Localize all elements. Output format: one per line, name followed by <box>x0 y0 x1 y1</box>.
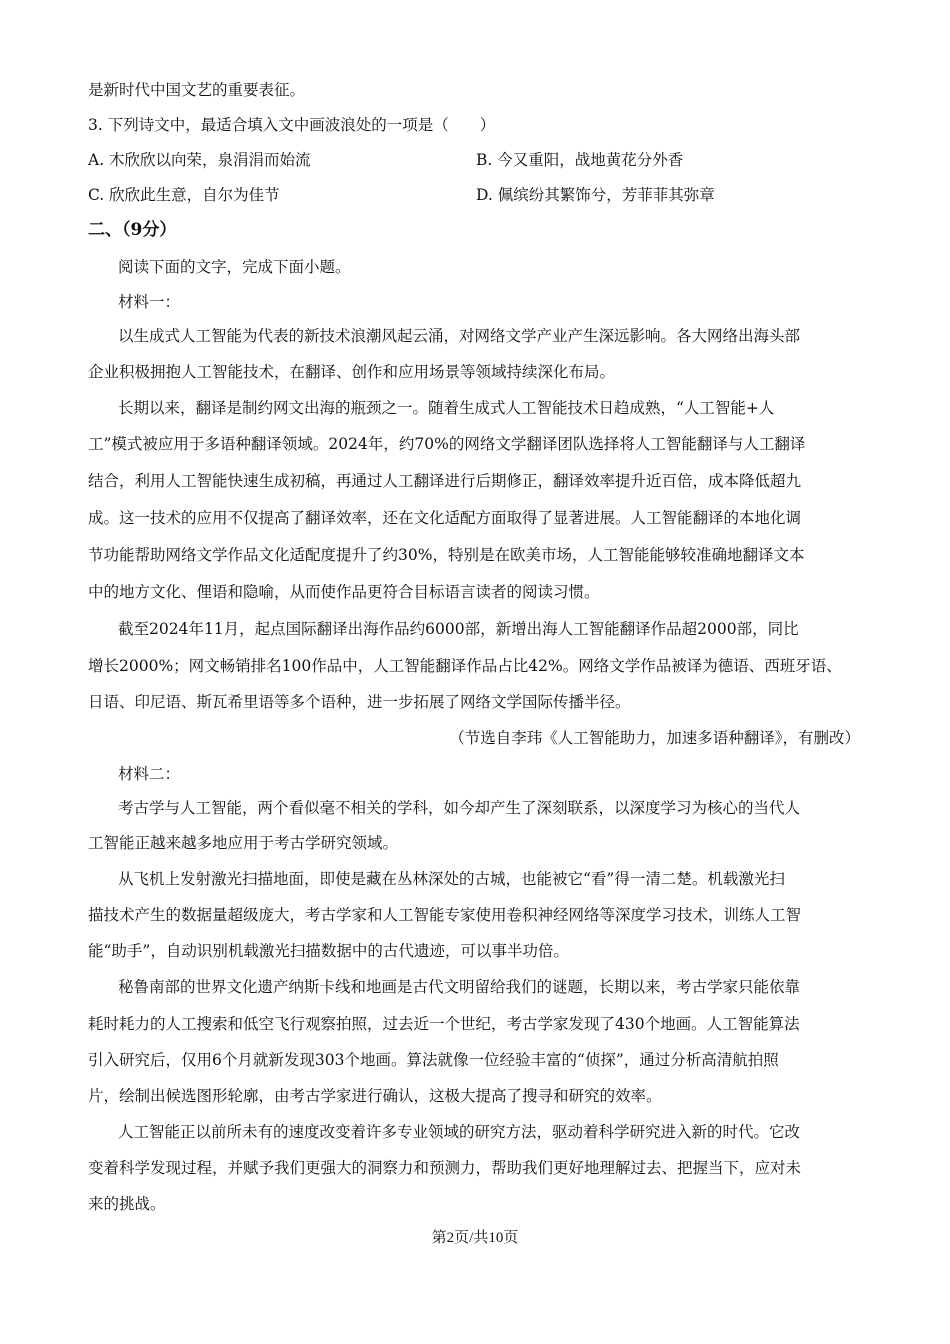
top-line: 是新时代中国文艺的重要表征。 <box>88 81 306 99</box>
paragraph-line: 片，绘制出候选图形轮廓，由考古学家进行确认，这极大提高了搜寻和研究的效率。 <box>88 1087 662 1105</box>
paragraph-line: 长期以来，翻译是制约网文出海的瓶颈之一。随着生成式人工智能技术日趋成熟，“人工智能+人 <box>118 399 775 417</box>
option-a: A. 木欣欣以向荣，泉涓涓而始流 <box>88 151 311 169</box>
material-2-label: 材料二： <box>118 765 181 783</box>
paragraph-line: 截至2024年11月，起点国际翻译出海作品约6000部，新增出海人工智能翻译作品超2000部，同比 <box>118 620 799 638</box>
material-1-source: （节选自李玮《人工智能助力，加速多语种翻译》，有删改） <box>449 729 860 747</box>
paragraph-line: 企业积极拥抱人工智能技术，在翻译、创作和应用场景等领域持续深化布局。 <box>88 363 616 381</box>
paragraph-line: 结合，利用人工智能快速生成初稿，再通过人工翻译进行后期修正，翻译效率提升近百倍，成本降低超九 <box>88 472 802 490</box>
paragraph-line: 以生成式人工智能为代表的新技术浪潮风起云涌，对网络文学产业产生深远影响。各大网络出海头部 <box>118 327 801 345</box>
option-d: D. 佩缤纷其繁饰兮，芳菲菲其弥章 <box>476 186 715 204</box>
paragraph-line: 耗时耗力的人工搜索和低空飞行观察拍照，过去近一个世纪，考古学家发现了430个地画。人工智能算法 <box>88 1015 800 1033</box>
paragraph-line: 增长2000%；网文畅销排名100作品中，人工智能翻译作品占比42%。网络文学作品被译为德语、西班牙语、 <box>88 657 842 675</box>
paragraph-line: 人工智能正以前所未有的速度改变着许多专业领域的研究方法，驱动着科学研究进入新的时代。它改 <box>118 1123 801 1141</box>
paragraph-line: 秘鲁南部的世界文化遗产纳斯卡线和地画是古代文明留给我们的谜题，长期以来，考古学家只能依靠 <box>118 978 801 996</box>
paragraph-line: 引入研究后，仅用6个月就新发现303个地画。算法就像一位经验丰富的“侦探”，通过分析高清航拍照 <box>88 1051 779 1069</box>
paragraph-line: 从飞机上发射激光扫描地面，即使是藏在丛林深处的古城，也能被它“看”得一清二楚。机载激光扫 <box>118 870 785 888</box>
page-footer: 第2页/共10页 <box>431 1230 519 1246</box>
paragraph-line: 成。这一技术的应用不仅提高了翻译效率，还在文化适配方面取得了显著进展。人工智能翻译的本地化调 <box>88 509 802 527</box>
paragraph-line: 来的挑战。 <box>88 1195 166 1213</box>
paragraph-line: 节功能帮助网络文学作品文化适配度提升了约30%，特别是在欧美市场，人工智能能够较准确地翻译文本 <box>88 546 805 564</box>
paragraph-line: 考古学与人工智能，两个看似毫不相关的学科，如今却产生了深刻联系，以深度学习为核心的当代人 <box>118 799 801 817</box>
paragraph-line: 变着科学发现过程，并赋予我们更强大的洞察力和预测力，帮助我们更好地理解过去、把握当下，应对未 <box>88 1159 802 1177</box>
paragraph-line: 描技术产生的数据量超级庞大，考古学家和人工智能专家使用卷积神经网络等深度学习技术，训练人工智 <box>88 906 802 924</box>
material-1-label: 材料一： <box>118 293 181 311</box>
paragraph-line: 工智能正越来越多地应用于考古学研究领域。 <box>88 834 399 852</box>
paragraph-line: 中的地方文化、俚语和隐喻，从而使作品更符合目标语言读者的阅读习惯。 <box>88 583 600 601</box>
option-c: C. 欣欣此生意，自尔为佳节 <box>88 186 280 204</box>
section-2-instruction: 阅读下面的文字，完成下面小题。 <box>118 258 351 276</box>
question-3-stem: 3. 下列诗文中，最适合填入文中画波浪处的一项是（ ） <box>88 116 496 134</box>
option-b: B. 今又重阳，战地黄花分外香 <box>476 151 684 169</box>
paragraph-line: 日语、印尼语、斯瓦希里语等多个语种，进一步拓展了网络文学国际传播半径。 <box>88 693 631 711</box>
paragraph-line: 能“助手”，自动识别机载激光扫描数据中的古代遗迹，可以事半功倍。 <box>88 942 569 960</box>
section-2-heading: 二、（9分） <box>88 220 177 240</box>
paragraph-line: 工”模式被应用于多语种翻译领域。2024年，约70%的网络文学翻译团队选择将人工智能翻译与人工翻译 <box>88 435 806 453</box>
